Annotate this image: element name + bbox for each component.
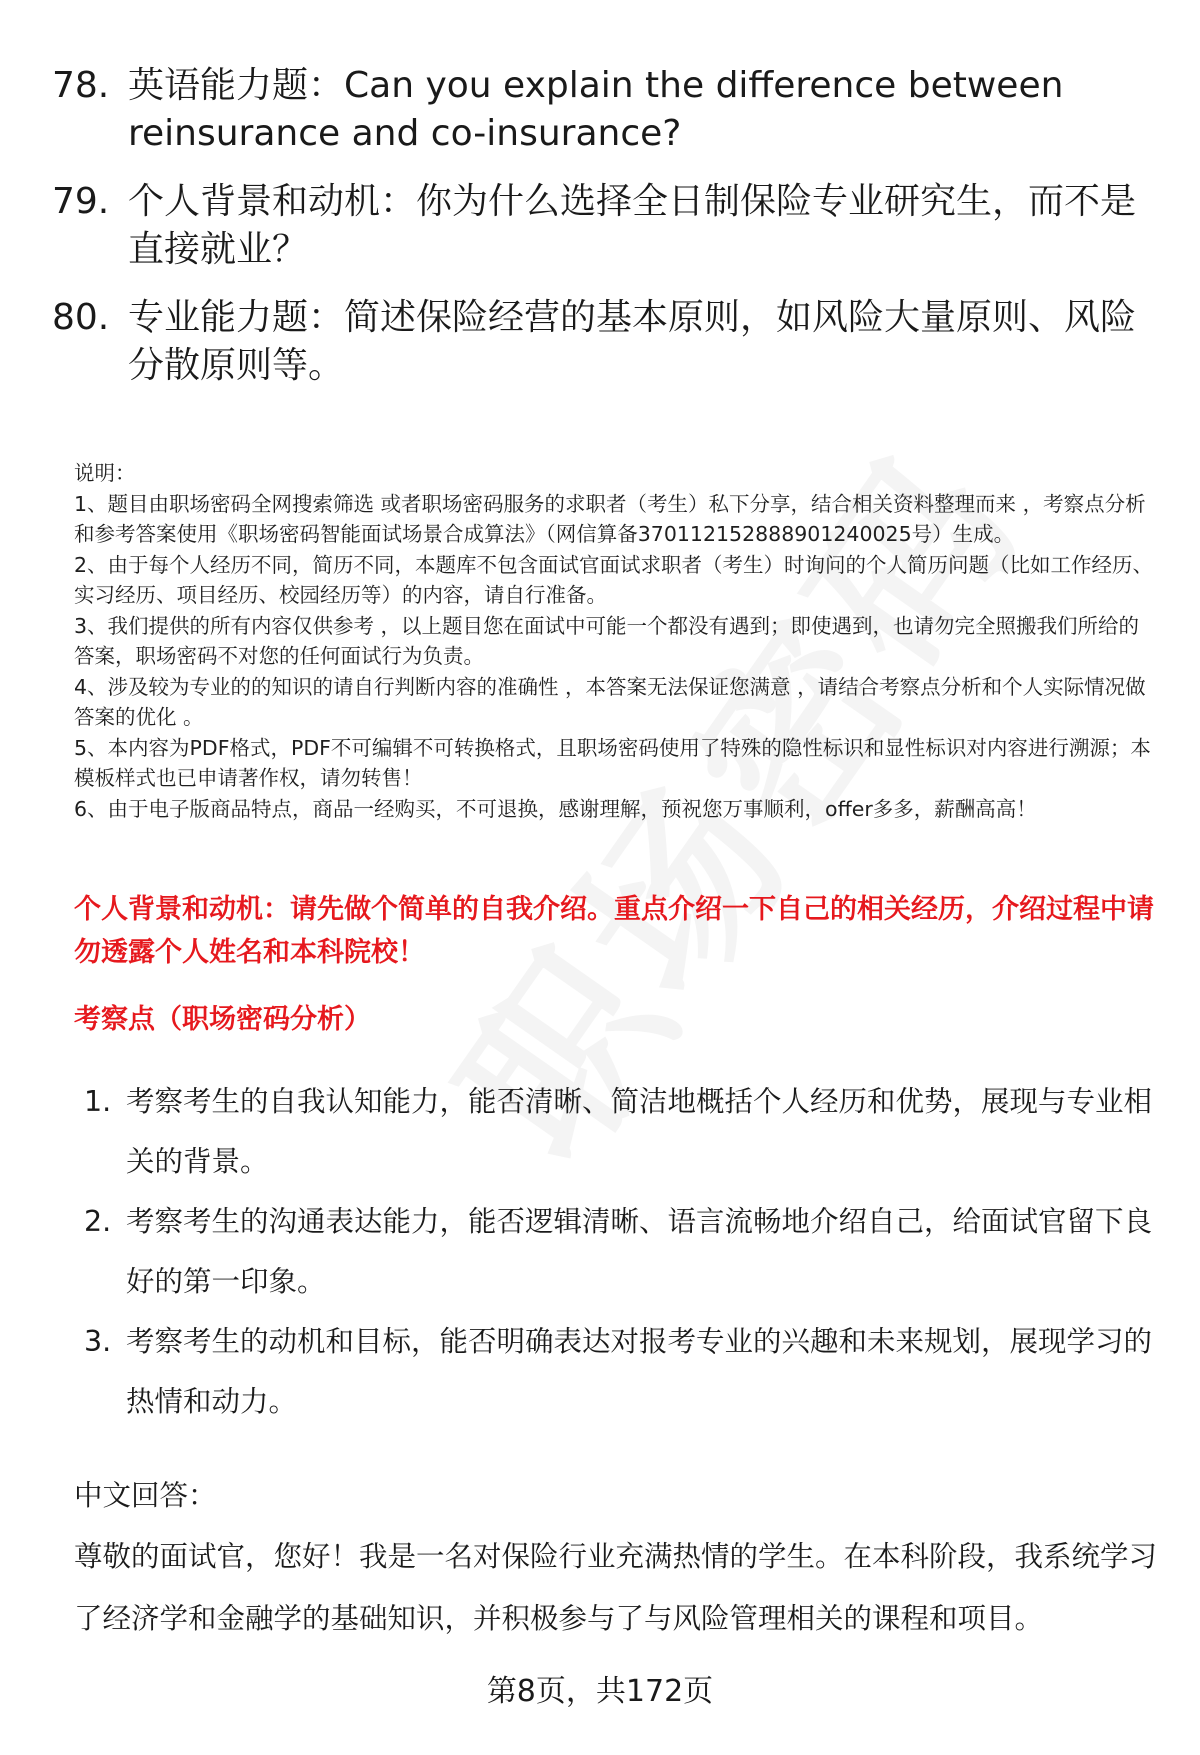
assessment-points: [84, 1072, 1164, 1432]
list-item-number: 2.: [84, 1205, 112, 1238]
section-heading: 个人背景和动机：请先做个简单的自我介绍。重点介绍一下自己的相关经历，介绍过程中请勿透露个人姓名和本科院校！: [74, 894, 1154, 968]
question-number: 80.: [52, 297, 110, 338]
list-item: [84, 1072, 1164, 1192]
question-text: 个人背景和动机：你为什么选择全日制保险专业研究生，而不是直接就业？: [128, 181, 1137, 270]
note-item: 4、涉及较为专业的的知识的请自行判断内容的准确性 ，本答案无法保证您满意 ，请结合考察点分析和个人实际情况做答案的优化 。: [74, 674, 1146, 729]
notes-block: [74, 458, 1158, 824]
note-item: 2、由于每个人经历不同，简历不同，本题库不包含面试官面试求职者（考生）时询问的个人简历问题（比如工作经历、实习经历、项目经历、校园经历等）的内容，请自行准备。: [74, 552, 1154, 607]
question-number: 78.: [52, 65, 110, 106]
answer-label: 中文回答：: [74, 1479, 217, 1512]
note-item: 6、由于电子版商品特点，商品一经购买，不可退换，感谢理解，预祝您万事顺利，offer多多，薪酬高高！: [74, 796, 1037, 821]
page-number: 第8页，共172页: [486, 1674, 714, 1709]
note-item: 1、题目由职场密码全网搜索筛选 或者职场密码服务的求职者（考生）私下分享，结合相关资料整理而来 ，考察点分析和参考答案使用《职场密码智能面试场景合成算法》（网信算备370112152888901240025号）生成。: [74, 491, 1146, 546]
question-text: 专业能力题：简述保险经营的基本原则，如风险大量原则、风险分散原则等。: [128, 297, 1137, 386]
list-item-number: 1.: [84, 1085, 112, 1118]
section-subheading: 考察点（职场密码分析）: [74, 1004, 371, 1035]
list-item: [84, 1192, 1164, 1312]
note-item: 5、本内容为PDF格式，PDF不可编辑不可转换格式，且职场密码使用了特殊的隐性标识和显性标识对内容进行溯源；本模板样式也已申请著作权，请勿转售！: [74, 735, 1151, 790]
list-item-text: 考察考生的自我认知能力，能否清晰、简洁地概括个人经历和优势，展现与专业相关的背景。: [126, 1085, 1153, 1178]
answer-text: 尊敬的面试官，您好！我是一名对保险行业充满热情的学生。在本科阶段，我系统学习了经济学和金融学的基础知识，并积极参与了与风险管理相关的课程和项目。: [74, 1540, 1158, 1635]
question-78: [52, 62, 1152, 158]
question-text: 英语能力题：Can you explain the difference between reinsurance and co-insurance?: [128, 65, 1064, 154]
list-item: [84, 1312, 1164, 1432]
list-item-text: 考察考生的动机和目标，能否明确表达对报考专业的兴趣和未来规划，展现学习的热情和动力。: [126, 1325, 1153, 1418]
note-item: 3、我们提供的所有内容仅供参考 ，以上题目您在面试中可能一个都没有遇到；即使遇到，也请勿完全照搬我们所给的答案，职场密码不对您的任何面试行为负责。: [74, 613, 1140, 668]
notes-title: 说明：: [74, 461, 136, 485]
list-item-text: 考察考生的沟通表达能力，能否逻辑清晰、语言流畅地介绍自己，给面试官留下良好的第一印象。: [126, 1205, 1153, 1298]
question-80: [52, 294, 1152, 390]
question-79: [52, 178, 1152, 274]
list-item-number: 3.: [84, 1325, 112, 1358]
question-number: 79.: [52, 181, 110, 222]
